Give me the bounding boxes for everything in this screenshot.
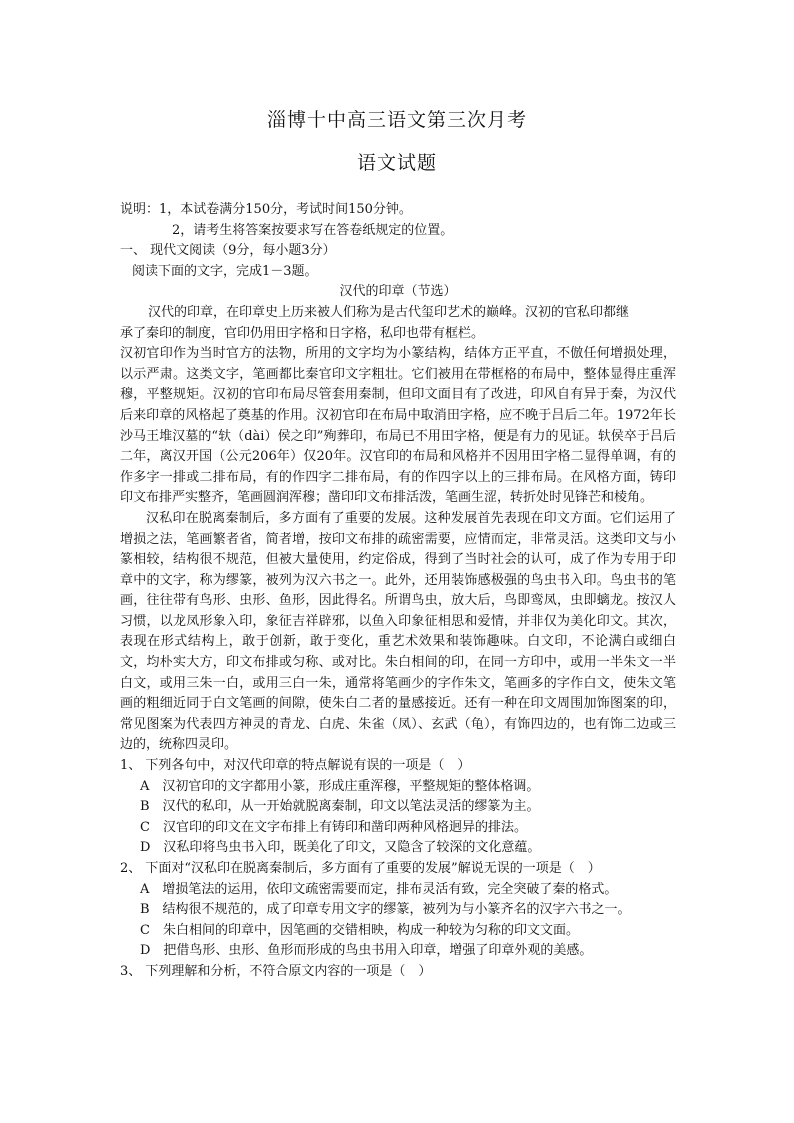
section-heading: 一、 现代文阅读（9分，每小题3分） <box>120 243 336 259</box>
question-2-option-d: D 把借鸟形、虫形、鱼形而形成的鸟虫书用入印章，增强了印章外观的美感。 <box>140 943 593 959</box>
note-line-1: 说明：1，本试卷满分150分，考试时间150分钟。 <box>120 202 412 217</box>
section-instruction: 阅读下面的文字，完成1－3题。 <box>132 263 318 279</box>
paragraph-2: 汉初官印作为当时官方的法物，所用的文字均为小篆结构，结体方正平直，不倣任何增损处理，以示严肃。这类文字，笔画都比秦官印文字粗壮。它们被用在带框格的布局中，整体显得庄重浑穆，平整规矩。汉初的官印布局尽管套用秦制，但印文面目有了改进，印风自有异于秦，为汉代后来印章的风格起了奠基的作用。汉初官印在布局中取消田字格，应不晚于吕后二年。1972年长沙马王堆汉墓的“轪（dài）侯之印”殉葬印，布局已不用田字格，便是有力的见证。轪侯卒于吕后二年，离汉开国（公元206年）仅20年。汉官印的布局和风格并不因用田字格二显得单调，有的作多字一排或二排布局，有的作四字二排布局，有的作四字以上的三排布局。在风格方面，铸印印文布排严实整齐，笔画圆润浑穆；凿印印文布排活泼，笔画生涩，转折处时见锋芒和棱角。 <box>120 346 676 506</box>
note-line-2: 2，请考生将答案按要求写在答卷纸规定的位置。 <box>172 222 454 238</box>
paragraph-1-line-1: 汉代的印章，在印章史上历来被人们称为是古代玺印艺术的巅峰。汉初的官私印都继 <box>148 304 630 320</box>
question-1-stem: 1、 下列各句中，对汉代印章的特点解说有误的一项是（ ） <box>120 758 471 774</box>
question-1-option-a: A 汉初官印的文字都用小篆，形成庄重浑穆，平整规矩的整体格调。 <box>140 778 540 794</box>
exam-title: 淄博十中高三语文第三次月考 <box>266 109 527 131</box>
question-2-option-c: C 朱白相间的印章中，因笔画的交错相映，构成一种较为匀称的印文文面。 <box>140 922 579 938</box>
exam-body <box>120 200 676 983</box>
question-3-stem: 3、 下列理解和分析，不符合原文内容的一项是（ ） <box>120 963 432 979</box>
question-1-option-d: D 汉私印将鸟虫书入印，既美化了印文，又隐含了较深的文化意蕴。 <box>140 840 541 856</box>
paragraph-1-line-2: 承了秦印的制度，官印仍用田字格和日字格，私印也带有框栏。 <box>120 325 485 341</box>
question-2-option-b: B 结构很不规范的，成了印章专用文字的缪篆，被列为与小篆齐名的汉字六书之一。 <box>140 902 631 918</box>
exam-subtitle: 语文试题 <box>356 152 437 174</box>
question-2-stem: 2、 下面对“汉私印在脱离秦制后，多方面有了重要的发展”解说无误的一项是（ ） <box>120 861 601 876</box>
question-2-option-a: A 增损笔法的运用，依印文疏密需要而定，排布灵活有致，完全突破了秦的格式。 <box>140 881 618 897</box>
question-1-option-c: C 汉官印的印文在文字布排上有铸印和凿印两种风格迥异的排法。 <box>140 819 527 835</box>
paragraph-3: 汉私印在脱离秦制后，多方面有了重要的发展。这种发展首先表现在印文方面。它们运用了增损之法，笔画繁者省，简者增，按印文布排的疏密需要，应情而定，非常灵活。这类印文与小篆相较，结构很不规范，但被大量使用，约定俗成，得到了当时社会的认可，成了作为专用于印章中的文字，称为缪篆，被列为汉六书之一。此外，还用装饰感极强的鸟虫书入印。鸟虫书的笔画，往往带有鸟形、虫形、鱼形，因此得名。所谓鸟虫，放大后，鸟即鸾凤，虫即螭龙。按汉人习惯，以龙凤形象入印，象征吉祥辟邪，以鱼入印象征相思和爱情，并非仅为美化印文。其次，表现在形式结构上，敢于创新，敢于变化，重艺术效果和装饰趣味。白文印，不论满白或细白文，均朴实大方，印文布排或匀称、或对比。朱白相间的印，在同一方印中，或用一半朱文一半白文，或用三朱一白，或用三白一朱，通常将笔画少的字作朱文，笔画多的字作白文，使朱文笔画的粗细近同于白文笔画的间隙，使朱白二者的量感接近。还有一种在印文周围加饰图案的印，常见图案为代表四方神灵的青龙、白虎、朱雀（凤）、玄武（龟），有饰四边的，也有饰二边或三边的，统称四灵印。 <box>120 510 676 753</box>
question-1-option-b: B 汉代的私印，从一开始就脱离秦制，印文以笔法灵活的缪篆为主。 <box>140 799 540 815</box>
article-title: 汉代的印章（节选） <box>339 284 457 300</box>
